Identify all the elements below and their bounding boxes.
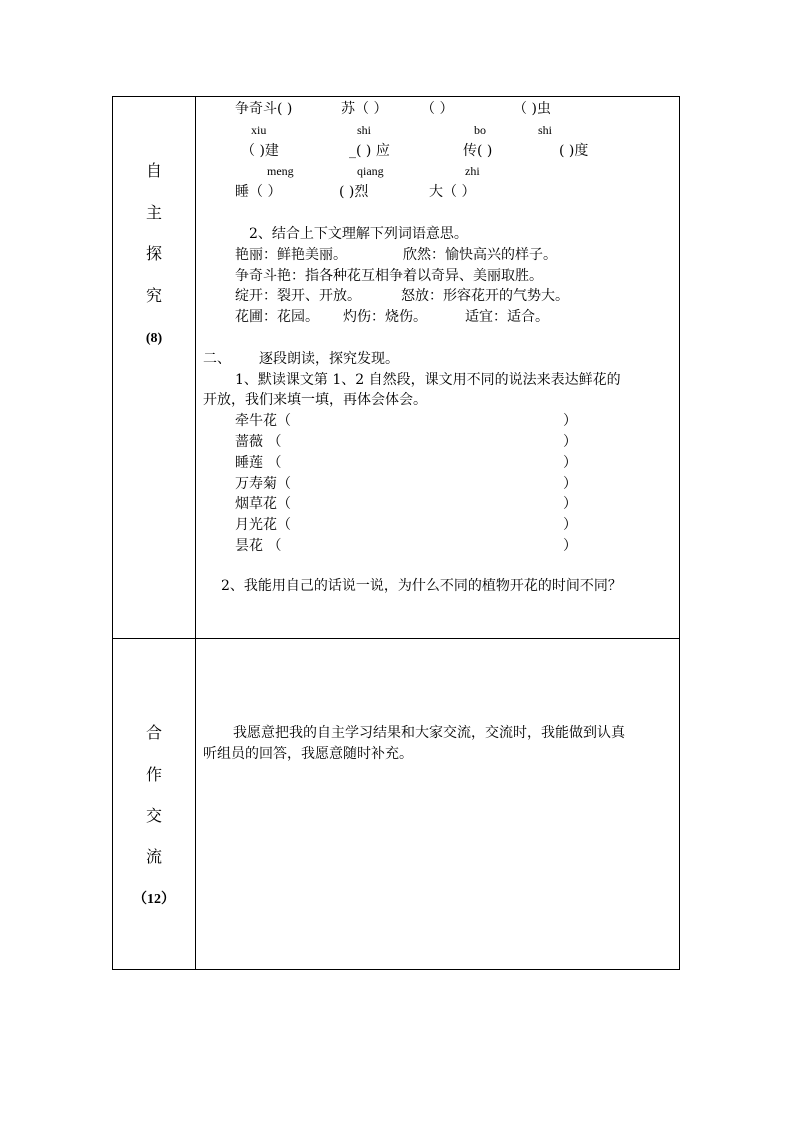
exchange-text: 我愿意把我的自主学习结果和大家交流，交流时，我能做到认真 xyxy=(233,725,625,741)
definition: 适宜：适合。 xyxy=(465,309,549,325)
definition: 灼伤：烧伤。 xyxy=(343,309,427,325)
section1-score: (8) xyxy=(145,331,163,346)
section1-label-char: 究 xyxy=(145,286,162,305)
column-divider xyxy=(195,97,196,969)
flower-close: ） xyxy=(563,538,577,554)
flower-close: ） xyxy=(563,496,577,512)
pinyin: bo xyxy=(474,123,486,137)
part2-question2: 2、我能用自己的话说一说，为什么不同的植物开花的时间不同？ xyxy=(221,578,622,594)
flower-close: ） xyxy=(563,413,577,429)
flower-name: 睡莲 （ xyxy=(235,455,282,471)
definition: 怒放：形容花开的气势大。 xyxy=(401,288,569,304)
pinyin-word: 争奇斗( ) xyxy=(235,101,293,117)
row-divider xyxy=(113,638,679,639)
definition: 绽开：裂开、开放。 xyxy=(235,288,361,304)
pinyin-word: _( ) 应 xyxy=(349,143,390,159)
flower-close: ） xyxy=(563,476,577,492)
part2-title: 逐段朗读，探究发现。 xyxy=(259,351,399,367)
section1-label-char: 探 xyxy=(145,244,162,263)
section2-score: （12） xyxy=(133,892,175,907)
question-title: 2、结合上下文理解下列词语意思。 xyxy=(249,226,468,242)
part2-question1: 1、默读课文第 1、2 自然段，课文用不同的说法来表达鲜花的 xyxy=(235,372,621,388)
definition: 艳丽：鲜艳美丽。 xyxy=(235,247,347,263)
section2-label-char: 交 xyxy=(145,806,162,825)
definition: 花圃：花园。 xyxy=(235,309,319,325)
section1-label-char: 自 xyxy=(145,161,162,180)
flower-close: ） xyxy=(563,434,577,450)
flower-name: 昙花 （ xyxy=(235,538,282,554)
pinyin: meng xyxy=(267,164,294,178)
flower-name: 月光花（ xyxy=(235,517,291,533)
flower-name: 牵牛花（ xyxy=(235,413,291,429)
pinyin-word: 睡（ ） xyxy=(235,184,282,200)
section2-label-char: 流 xyxy=(145,847,162,866)
flower-name: 烟草花（ xyxy=(235,496,291,512)
flower-name: 万寿菊（ xyxy=(235,476,291,492)
section2-label-char: 作 xyxy=(145,765,162,784)
section1-label-char: 主 xyxy=(145,203,162,222)
pinyin-word: （ ） xyxy=(421,101,454,117)
part2-number: 二、 xyxy=(203,351,231,367)
definition: 争奇斗艳：指各种花互相争着以奇异、美丽取胜。 xyxy=(235,268,543,284)
flower-close: ） xyxy=(563,517,577,533)
definition: 欣然：愉快高兴的样子。 xyxy=(403,247,557,263)
exchange-text-cont: 听组员的回答，我愿意随时补充。 xyxy=(203,746,413,762)
section2-label-char: 合 xyxy=(145,723,162,742)
pinyin-word: （ )建 xyxy=(241,143,279,159)
pinyin: zhi xyxy=(465,164,480,178)
worksheet-table xyxy=(112,96,680,970)
flower-name: 蔷薇 （ xyxy=(235,434,282,450)
pinyin: qiang xyxy=(357,164,384,178)
pinyin: shi xyxy=(538,123,553,137)
part2-question1-cont: 开放，我们来填一填，再体会体会。 xyxy=(203,392,427,408)
pinyin: shi xyxy=(357,123,372,137)
pinyin: xiu xyxy=(251,123,267,137)
flower-close: ） xyxy=(563,455,577,471)
pinyin-word: 苏（ ） xyxy=(341,101,388,117)
pinyin-word: 传( ) xyxy=(463,143,493,159)
pinyin-word: ( )烈 xyxy=(339,184,369,200)
pinyin-word: ( )度 xyxy=(559,143,589,159)
pinyin-word: （ )虫 xyxy=(513,101,551,117)
pinyin-word: 大（ ） xyxy=(429,184,476,200)
